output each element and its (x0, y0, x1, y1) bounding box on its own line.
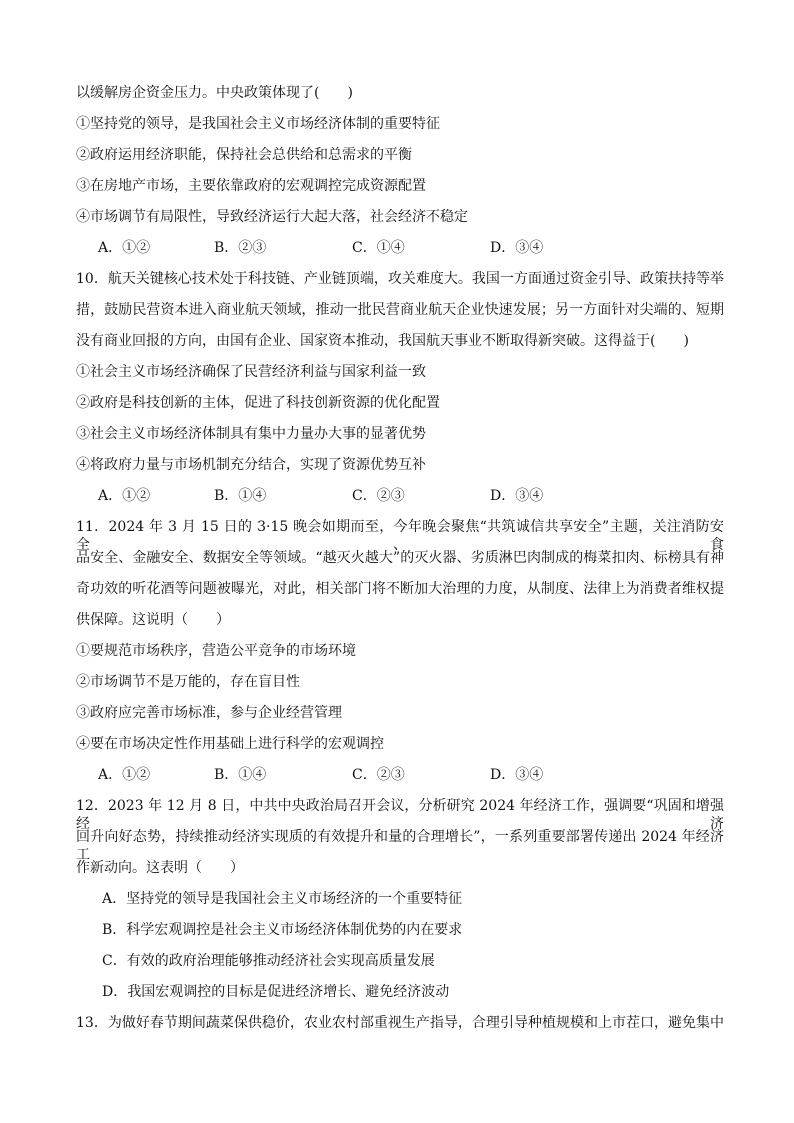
q11-statement-3: ③政府应完善市场标准，参与企业经营管理 (76, 705, 342, 721)
q11-stem-line-4: 供保障。这说明（ ） (76, 612, 230, 628)
q10-option-d[interactable]: D．③④ (490, 488, 544, 504)
q11-statement-1: ①要规范市场秩序，营造公平竞争的市场环境 (76, 643, 356, 659)
q11-option-d[interactable]: D．③④ (490, 767, 544, 783)
q9-statement-2: ②政府运用经济职能，保持社会总供给和总需求的平衡 (76, 147, 412, 163)
q10-stem-line-2: 措，鼓励民营资本进入商业航天领域，推动一批民营商业航天企业快速发展；另一方面针对尖端的、短期 (76, 302, 724, 318)
q10-statement-2: ②政府是科技创新的主体，促进了科技创新资源的优化配置 (76, 395, 440, 411)
q9-option-a[interactable]: A．①② (98, 240, 151, 256)
q9-statement-4: ④市场调节有局限性，导致经济运行大起大落，社会经济不稳定 (76, 209, 468, 225)
q10-stem-line-1: 10．航天关键核心技术处于科技链、产业链顶端，攻关难度大。我国一方面通过资金引导、政策扶持等举 (76, 271, 724, 287)
q12-choice-a[interactable]: A．坚持党的领导是我国社会主义市场经济的一个重要特征 (102, 891, 463, 907)
q10-statement-3: ③社会主义市场经济体制具有集中力量办大事的显著优势 (76, 426, 426, 442)
q10-option-a[interactable]: A．①② (98, 488, 151, 504)
q11-option-c[interactable]: C．②③ (352, 767, 405, 783)
q10-stem-line-3: 没有商业回报的方向，由国有企业、国家资本推动，我国航天事业不断取得新突破。这得益于( ) (76, 333, 689, 349)
q12-stem-line-1: 12．2023 年 12 月 8 日，中共中央政治局召开会议，分析研究 2024 年经济工作，强调要“巩固和增强经济 (76, 798, 724, 832)
q12-choice-d[interactable]: D．我国宏观调控的目标是促进经济增长、避免经济波动 (102, 984, 450, 1000)
q10-statement-4: ④将政府力量与市场机制充分结合，实现了资源优势互补 (76, 457, 426, 473)
q11-option-a[interactable]: A．①② (98, 767, 151, 783)
q12-choice-c[interactable]: C．有效的政府治理能够推动经济社会实现高质量发展 (102, 953, 435, 969)
q12-choice-b[interactable]: B．科学宏观调控是社会主义市场经济体制优势的内在要求 (102, 922, 463, 938)
q10-option-b[interactable]: B．①④ (214, 488, 267, 504)
q11-stem-line-3: 奇功效的听花酒等问题被曝光，对此，相关部门将不断加大治理的力度，从制度、法律上为消费者维权提 (76, 581, 724, 597)
q12-stem-line-2: 回升向好态势，持续推动经济实现质的有效提升和量的合理增长”，一系列重要部署传递出 2024 年经济工 (76, 829, 724, 863)
q11-option-b[interactable]: B．①④ (214, 767, 267, 783)
q13-stem-head: 13．为做好春节期间蔬菜保供稳价，农业农村部重视生产指导，合理引导种植规模和上市茬口，避免集中 (76, 1015, 724, 1031)
q10-statement-1: ①社会主义市场经济确保了民营经济利益与国家利益一致 (76, 364, 426, 380)
q12-stem-line-3: 作新动向。这表明（ ） (76, 860, 244, 876)
q11-statement-2: ②市场调节不是万能的，存在盲目性 (76, 674, 300, 690)
q10-option-c[interactable]: C．②③ (352, 488, 405, 504)
q9-option-c[interactable]: C．①④ (352, 240, 405, 256)
q9-statement-1: ①坚持党的领导，是我国社会主义市场经济体制的重要特征 (76, 116, 440, 132)
q9-stem-tail: 以缓解房企资金压力。中央政策体现了( ) (76, 85, 353, 101)
q11-stem-line-2: 品安全、金融安全、数据安全等领域。“越灭火越大”的灭火器、劣质淋巴肉制成的梅菜扣肉、标榜具有神 (76, 550, 724, 566)
q9-statement-3: ③在房地产市场，主要依靠政府的宏观调控完成资源配置 (76, 178, 426, 194)
q11-stem-line-1: 11．2024 年 3 月 15 日的 3·15 晚会如期而至，今年晚会聚焦“共筑诚信共享安全”主题，关注消防安全、食 (76, 519, 724, 553)
q9-option-d[interactable]: D．③④ (490, 240, 544, 256)
q11-statement-4: ④要在市场决定性作用基础上进行科学的宏观调控 (76, 736, 384, 752)
q9-option-b[interactable]: B．②③ (214, 240, 267, 256)
